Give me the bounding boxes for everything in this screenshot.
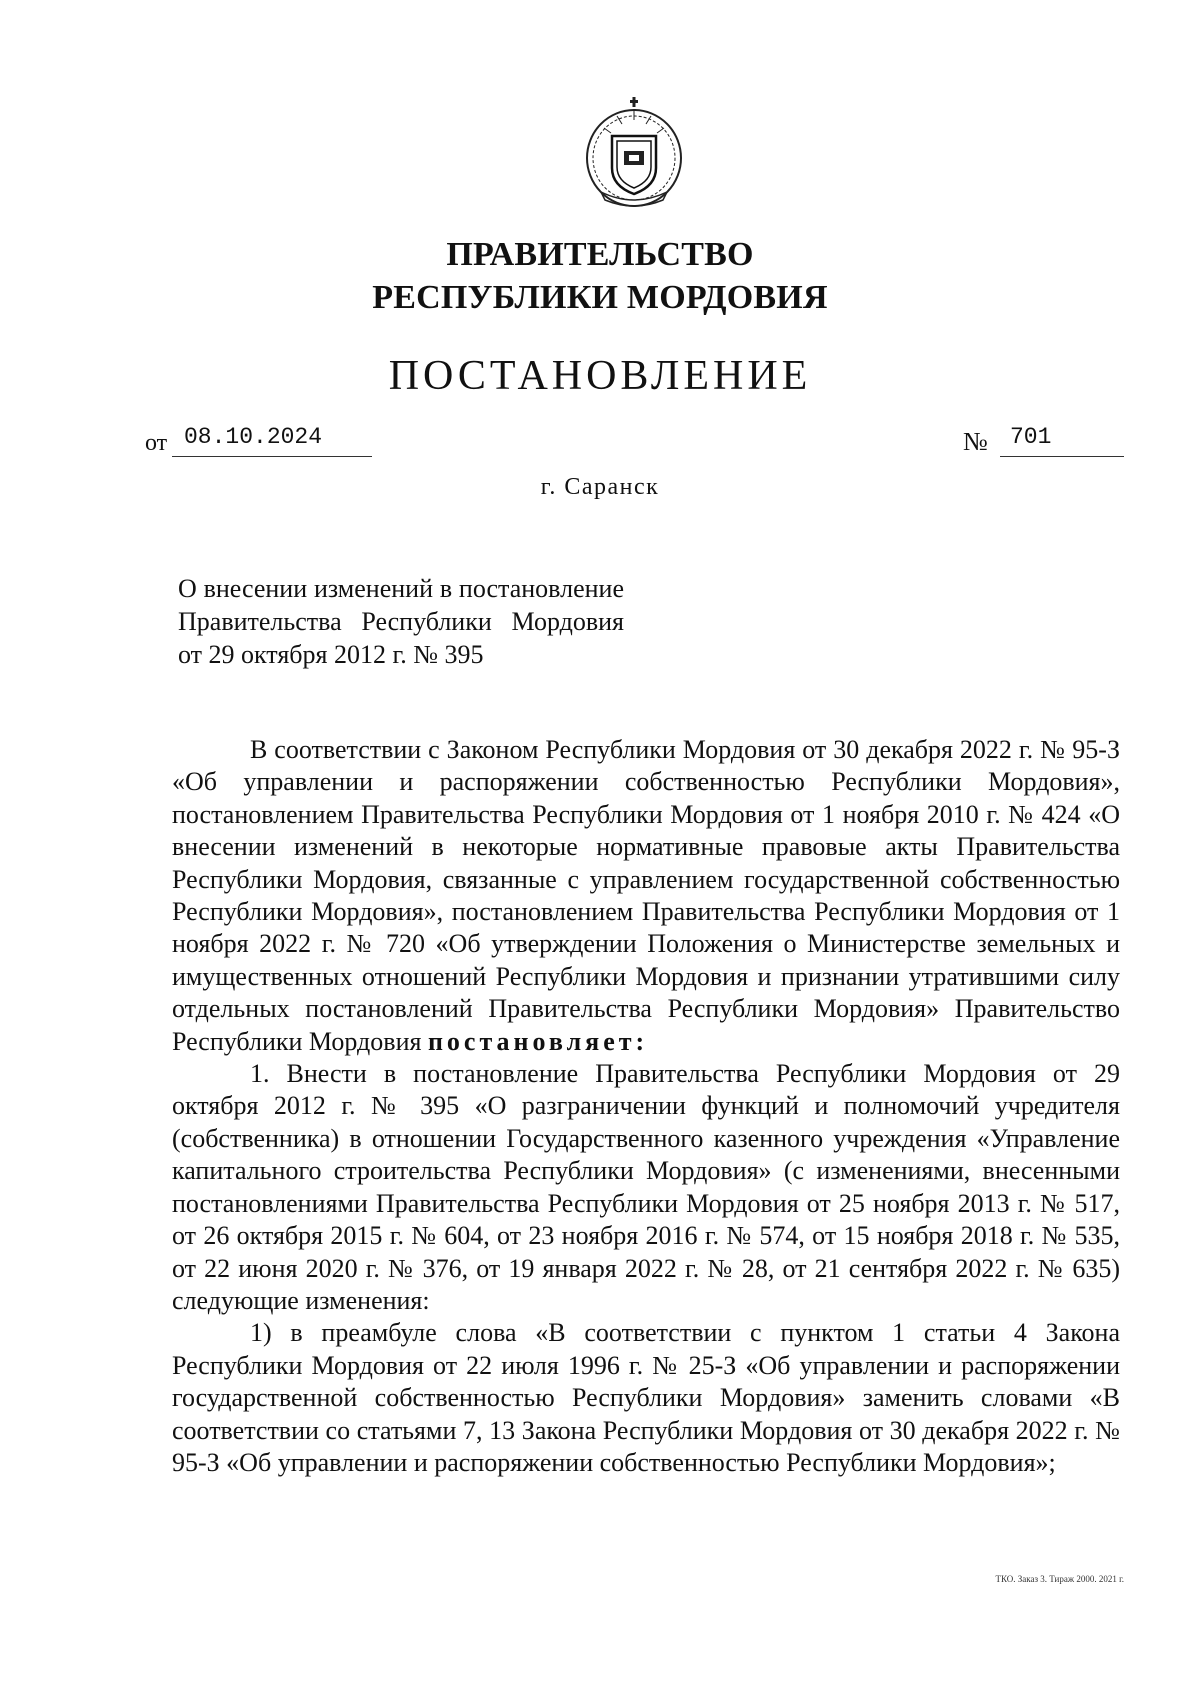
document-body [172,734,1120,1479]
item-1-paragraph: 1. Внести в постановление Правительства Республики Мордовия от 29 октября 2012 г. № 395 «О разграничении функций и полномочий учредителя (собственника) в отношении Государственного казенного учреждения «Управление капитального строительства Республики Мордовия» (с изменениями, внесенными постановлениями Правительства Республики Мордовия от 25 ноября 2013 г. № 517, от 26 октября 2015 г. № 604, от 23 ноября 2016 г. № 574, от 15 ноября 2018 г. № 535, от 22 июня 2020 г. № 376, от 19 января 2022 г. № 28, от 21 сентября 2022 г. № 635) следующие изменения: [172,1059,1120,1315]
print-mark: ТКО. Заказ 3. Тираж 2000. 2021 г. [995,1574,1124,1584]
date-label: от [145,430,168,456]
document-type-title: ПОСТАНОВЛЕНИЕ [388,353,812,399]
government-name-line2: РЕСПУБЛИКИ МОРДОВИЯ [372,279,828,316]
resolves-word: постановляет: [427,1026,649,1056]
city-name: г. Саранск [540,474,660,500]
number-label: № [963,427,988,456]
preamble-text: В соответствии с Законом Республики Мордовия от 30 декабря 2022 г. № 95-З «Об управлении и распоряжении собственностью Республики Мордовия», постановлением Правительства Республики Мордовия от 1 ноября 2010 г. № 424 «О внесении изменений в некоторые нормативные правовые акты Правительства Республики Мордовия, связанные с управлением государственной собственностью Республики Мордовия», постановлением Правительства Республики Мордовия от 1 ноября 2022 г. № 720 «Об утверждении Положения о Министерстве земельных и имущественных отношений Республики Мордовия и признании утратившими силу отдельных постановлений Правительства Республики Мордовия» Правительство Республики Мордовия [172,735,1120,1056]
date-value: 08.10.2024 [172,424,372,457]
government-name-line1: ПРАВИТЕЛЬСТВО [446,236,754,273]
item-1-1-paragraph: 1) в преамбуле слова «В соответствии с пунктом 1 статьи 4 Закона Республики Мордовия от 22 июля 1996 г. № 25-З «Об управлении и распоряжении государственной собственностью Республики Мордовия» заменить словами «В соответствии со статьями 7, 13 Закона Республики Мордовия от 30 декабря 2022 г. № 95-З «Об управлении и распоряжении собственностью Республики Мордовия»; [172,1318,1120,1477]
document-subject: О внесении изменений в постановление Правительства Республики Мордовия от 29 октября 2012 г. № 395 [178,574,624,669]
preamble-paragraph [172,734,1120,1058]
number-value: 701 [1000,424,1124,457]
mordovia-coat-of-arms-icon [579,96,689,211]
